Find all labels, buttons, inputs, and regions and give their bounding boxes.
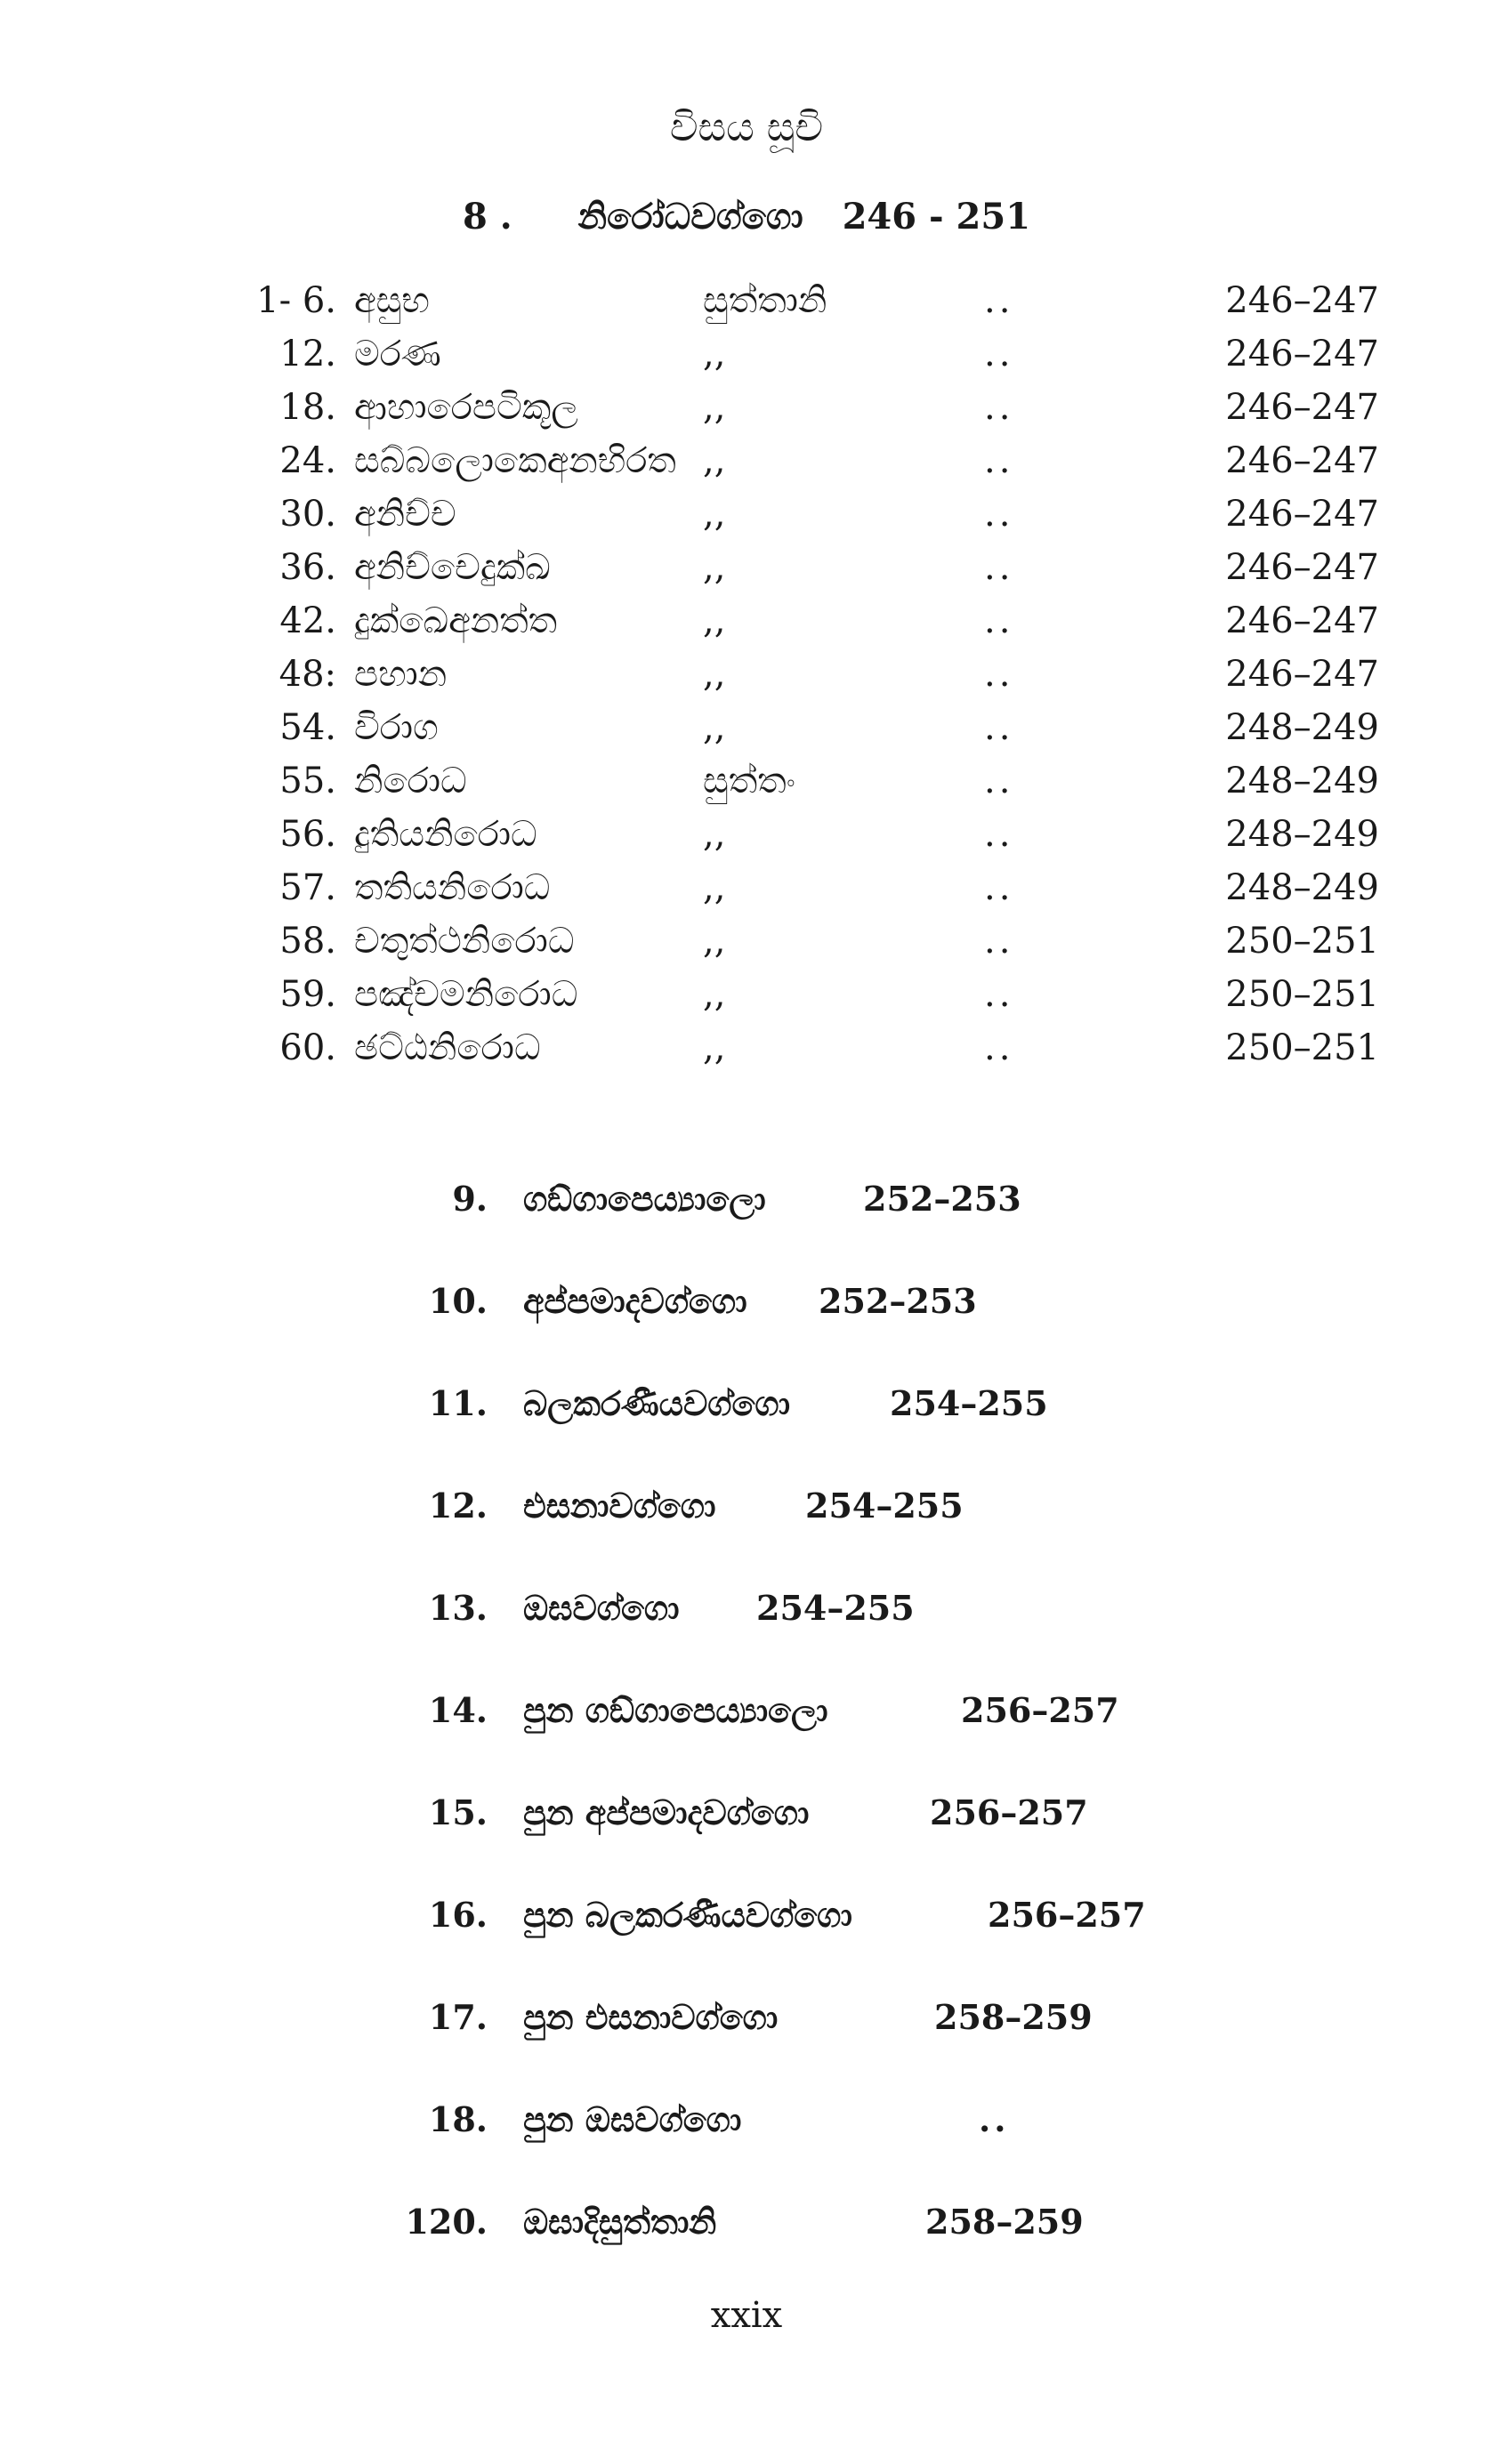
entry-dots: .. [984,654,1014,695]
chapter-item [0,1991,1493,2093]
entry-title: පඤ්චමනිරොධ [354,974,578,1015]
entry-dots: .. [984,921,1014,962]
entry-dots: .. [984,867,1014,908]
entry-title: තතියනිරොධ [354,867,551,908]
entry-suffix: ,, [703,494,726,535]
entry-dots: .. [984,387,1014,428]
entry-number: 36. [279,547,336,588]
chapter-pages: 258–259 [925,2202,1084,2242]
entry-pages: 248–249 [1225,707,1379,748]
section-title: නිරෝධවග්ගො [577,196,803,238]
chapter-item [0,1479,1493,1582]
entry-pages: 250–251 [1225,974,1379,1015]
entry-number: 55. [279,761,336,801]
chapter-number: 17. [428,1997,488,2037]
entry-title: මරණ [354,334,441,374]
list-item [116,861,1379,914]
entry-suffix: ,, [703,654,726,695]
entry-pages: 246–247 [1225,494,1379,535]
page-title: විසය සූචි [669,105,824,150]
chapter-number: 10. [428,1281,488,1321]
chapter-title: අප්පමාදවග්ගො [523,1281,747,1321]
section-pages: 246 - 251 [842,196,1031,238]
list-item [116,808,1379,861]
chapter-number: 12. [428,1486,488,1526]
list-item [116,381,1379,434]
chapter-pages: 254–255 [756,1588,915,1628]
chapter-pages: 256–257 [988,1895,1146,1935]
entry-pages: 246–247 [1225,600,1379,641]
chapter-pages: 256–257 [930,1792,1088,1832]
chapter-title: ගඞ්ගාපෙය්‍යාලො [523,1179,766,1219]
chapter-number: 16. [428,1895,488,1935]
entry-dots: .. [984,547,1014,588]
list-item [116,754,1379,808]
chapter-title: පුන ඔඝවග්ගො [523,2099,742,2139]
entry-suffix: ,, [703,974,726,1015]
chapter-title: පුන අප්පමාදවග්ගො [523,1792,810,1832]
entry-dots: .. [984,707,1014,748]
chapter-pages: 256–257 [961,1690,1119,1730]
entry-number: 56. [279,814,336,855]
entry-number: 18. [279,387,336,428]
entry-number: 59. [279,974,336,1015]
entry-title: අනිච්චෙදුක්ඛ [354,547,551,588]
entry-pages: 246–247 [1225,280,1379,321]
chapter-item [0,1582,1493,1684]
entry-title: පහාන [354,654,448,695]
entry-number: 60. [279,1027,336,1068]
chapter-number: 13. [428,1588,488,1628]
entry-suffix: ,, [703,707,726,748]
chapter-item [0,1172,1493,1275]
chapter-item [0,2195,1493,2298]
entry-suffix: ,, [703,600,726,641]
entry-pages: 248–249 [1225,814,1379,855]
chapter-item [0,1684,1493,1786]
list-item [116,541,1379,594]
chapter-title: පුන එසනාවග්ගො [523,1997,779,2037]
entry-pages: 246–247 [1225,334,1379,374]
list-item [116,701,1379,754]
entry-number: 48: [278,654,336,695]
entry-pages: 246–247 [1225,547,1379,588]
chapter-pages: 254–255 [890,1383,1048,1423]
list-item [116,327,1379,381]
section-number: 8 . [462,196,512,238]
entry-title: ආහාරෙපටිකූල [354,387,578,428]
entry-title: විරාග [354,707,439,748]
chapter-list [0,1172,1493,2298]
list-item [116,487,1379,541]
chapter-title: ඔඝවග්ගො [523,1588,680,1628]
entry-title: දුක්ඛෙඅනත්ත [354,600,558,641]
list-item [116,914,1379,968]
entry-suffix: ,, [703,334,726,374]
entry-title: ඡට්ඨනිරොධ [354,1027,541,1068]
entry-number: 42. [279,600,336,641]
chapter-item [0,1377,1493,1479]
entry-pages: 248–249 [1225,867,1379,908]
list-item [116,434,1379,487]
entry-suffix: සුත්තානි [703,280,827,321]
entry-number: 54. [279,707,336,748]
entry-pages: 250–251 [1225,921,1379,962]
entry-title: අනිච්ච [354,494,456,535]
entry-dots: .. [984,814,1014,855]
entry-suffix: ,, [703,440,726,481]
entry-dots: .. [984,600,1014,641]
chapter-pages: 258–259 [934,1997,1093,2037]
chapter-number: 18. [428,2099,488,2139]
entry-dots: .. [984,334,1014,374]
chapter-pages: 252–253 [819,1281,977,1321]
page-number: xxix [710,2295,783,2336]
entry-suffix: ,, [703,814,726,855]
list-item [116,968,1379,1021]
chapter-title: බලකරණීයවග්ගො [523,1383,791,1423]
chapter-item [0,1275,1493,1377]
entry-suffix: ,, [703,921,726,962]
chapter-pages: 254–255 [805,1486,964,1526]
entry-pages: 248–249 [1225,761,1379,801]
entry-pages: 246–247 [1225,440,1379,481]
entry-title: සබ්බලොකෙඅනභිරත [354,440,676,481]
chapter-dots: .. [979,2099,1010,2139]
list-item [116,274,1379,327]
entry-suffix: ,, [703,1027,726,1068]
entry-pages: 250–251 [1225,1027,1379,1068]
chapter-title: පුන බලකරණීයවග්ගො [523,1895,852,1935]
entry-dots: .. [984,494,1014,535]
entry-number: 12. [279,334,336,374]
list-item [116,648,1379,701]
chapter-pages: 252–253 [863,1179,1021,1219]
chapter-number: 15. [428,1792,488,1832]
entry-number: 58. [279,921,336,962]
entry-number: 30. [279,494,336,535]
entry-title: චතුත්ථනිරොධ [354,921,575,962]
chapter-number: 11. [428,1383,488,1423]
entry-title: නිරොධ [354,761,467,801]
entry-dots: .. [984,1027,1014,1068]
entry-dots: .. [984,440,1014,481]
entry-suffix: ,, [703,387,726,428]
chapter-number: 9. [452,1179,488,1219]
chapter-item [0,1888,1493,1991]
entry-pages: 246–247 [1225,387,1379,428]
chapter-item [0,1786,1493,1888]
entry-dots: .. [984,974,1014,1015]
section-heading [0,196,1493,238]
entry-number: 57. [279,867,336,908]
entry-pages: 246–247 [1225,654,1379,695]
chapter-number: 120. [405,2202,488,2242]
chapter-item [0,2093,1493,2195]
list-item [116,1021,1379,1075]
sutta-list [116,274,1379,1075]
entry-suffix: සුත්තං [703,761,795,801]
chapter-number: 14. [428,1690,488,1730]
entry-suffix: ,, [703,867,726,908]
chapter-title: එසනාවග්ගො [523,1486,716,1526]
chapter-title: පුන ගඞ්ගාපෙය්‍යාලො [523,1690,828,1730]
entry-number: 1- 6. [256,280,336,321]
entry-title: අසුභ [354,280,430,321]
entry-dots: .. [984,280,1014,321]
list-item [116,594,1379,648]
entry-dots: .. [984,761,1014,801]
chapter-title: ඔඝාදිසුත්තානි [523,2202,717,2242]
entry-number: 24. [279,440,336,481]
entry-suffix: ,, [703,547,726,588]
entry-title: දුතියනිරොධ [354,814,537,855]
